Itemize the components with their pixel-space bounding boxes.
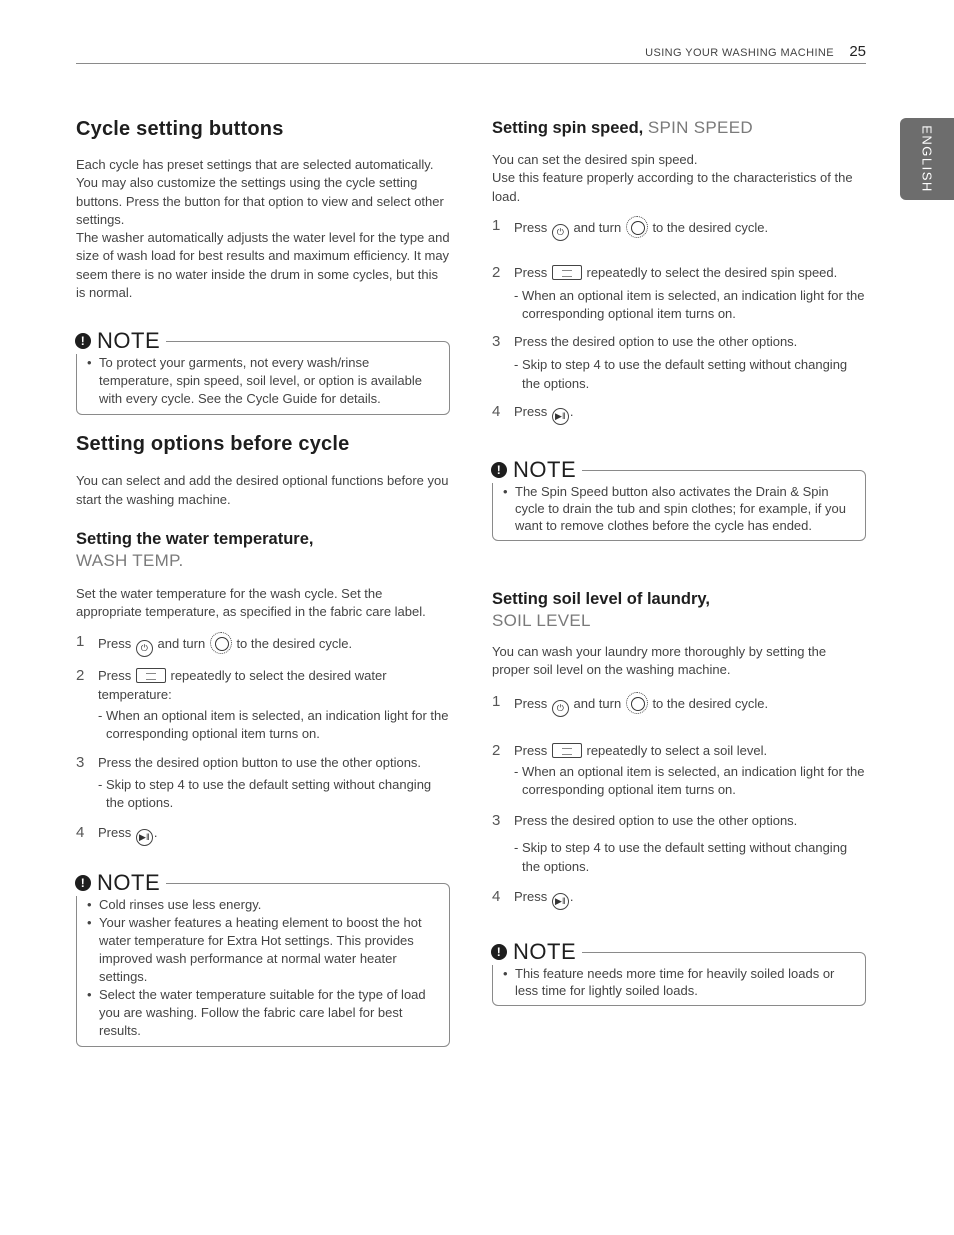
exclamation-icon: ! <box>491 944 507 960</box>
step-text-part: repeatedly to select the desired spin speed. <box>586 264 838 280</box>
step-text-part: Press <box>514 695 548 711</box>
note-label: NOTE <box>513 457 577 483</box>
water-temp-steps <box>76 632 450 846</box>
note-heading <box>491 457 582 483</box>
cycle-dial-icon <box>626 692 648 714</box>
note-item: • To protect your garments, not every wash/rinse temperature, spin speed, soil level, or option is available with every cycle. See the Cycle Guide for details. <box>87 354 439 408</box>
soil-level-paragraph: You can wash your laundry more thoroughly by setting the proper soil level on the washing machine. <box>492 644 827 678</box>
note-heading <box>75 870 166 896</box>
step-text-part: to the desired cycle. <box>236 635 353 651</box>
step-text-part: and turn <box>573 695 622 711</box>
step-text-part: Press <box>514 742 548 758</box>
power-button-icon: ⏻ <box>552 224 569 241</box>
water-temp-title-text: Setting the water temperature, <box>76 529 314 548</box>
note-heading <box>491 939 582 965</box>
step-text-part: Press <box>514 219 548 235</box>
step-text-part: . <box>569 888 574 904</box>
step-number: 3 <box>76 754 85 772</box>
note-box-soil-level <box>492 938 866 1006</box>
note-box-cycle-setting <box>76 328 450 415</box>
step-text <box>98 823 450 846</box>
spin-speed-paragraph-1: You can set the desired spin speed. <box>492 152 698 167</box>
step-3 <box>492 332 866 351</box>
cycle-setting-paragraph-1: Each cycle has preset settings that are selected automatically. You may also customize the settings using the cycle setting buttons. Press the button for that option to view and select other settings. <box>76 157 444 227</box>
step-text <box>514 692 866 717</box>
soil-level-title-accent: SOIL LEVEL <box>492 611 591 631</box>
note-label: NOTE <box>97 869 161 895</box>
step-text <box>98 666 450 704</box>
step-text: Press the desired option button to use the other options. <box>98 755 422 771</box>
step-2 <box>76 666 450 704</box>
note-heading <box>75 328 166 354</box>
step-text-part: and turn <box>573 219 622 235</box>
note-list <box>87 896 439 1040</box>
step-1 <box>492 692 866 717</box>
step-1 <box>492 216 866 241</box>
step-text <box>514 216 866 241</box>
water-temp-paragraph: Set the water temperature for the wash cycle. Set the appropriate temperature, as specified in the fabric care label. <box>76 585 426 620</box>
note-item: • Your washer features a heating element to boost the hot water temperature for Extra Hot settings. This provides improved wash performance at normal water heater settings. <box>87 914 439 986</box>
note-item: • Cold rinses use less energy. <box>87 896 439 914</box>
step-text-part: and turn <box>157 635 206 651</box>
cycle-dial-icon <box>210 632 232 654</box>
step-text-part: Press <box>98 824 132 840</box>
exclamation-icon: ! <box>491 462 507 478</box>
step-text-part: Press <box>98 635 132 651</box>
step-text-part: Press <box>98 667 132 683</box>
page-number: 25 <box>849 43 866 60</box>
step-text <box>514 402 866 425</box>
options-before-title: Setting options before cycle <box>76 433 350 456</box>
step-2 <box>492 741 866 760</box>
options-before-paragraph: You can select and add the desired optional functions before you start the washing machine. <box>76 473 449 507</box>
step-4 <box>492 402 866 425</box>
right-column <box>492 110 866 1006</box>
step-text-part: . <box>569 404 574 420</box>
step-3-subnote: - Skip to step 4 to use the default setting without changing the options. <box>514 357 848 391</box>
step-2-subnote: - When an optional item is selected, an indication light for the corresponding optional item turns on. <box>98 707 449 741</box>
spin-speed-paragraph-2: Use this feature properly according to the characteristics of the load. <box>492 170 853 204</box>
step-number: 2 <box>492 263 501 281</box>
start-pause-button-icon: ▶‖ <box>552 893 569 910</box>
soil-level-button-icon <box>552 743 582 758</box>
step-text <box>514 263 866 282</box>
step-4 <box>76 823 450 846</box>
water-temp-title-accent: WASH TEMP. <box>76 550 184 570</box>
cycle-setting-paragraph-2: The washer automatically adjusts the water level for the type and size of wash load for best results and maximum efficiency. It may seem there is no water inside the drum in some cycles, but this is normal. <box>76 230 450 301</box>
step-4 <box>492 887 866 910</box>
header-section-title: USING YOUR WASHING MACHINE <box>645 47 834 59</box>
note-box-spin-speed <box>492 457 866 541</box>
step-number: 1 <box>76 632 85 650</box>
cycle-dial-icon <box>626 216 648 238</box>
spin-speed-title-text: Setting spin speed, <box>492 119 644 137</box>
step-text-part: Press <box>514 888 548 904</box>
spin-speed-title-accent: SPIN SPEED <box>647 118 753 137</box>
soil-level-title-text: Setting soil level of laundry, <box>492 590 710 609</box>
note-item: • This feature needs more time for heavily soiled loads or less time for lightly soiled loads. <box>503 965 855 999</box>
step-number: 3 <box>492 812 501 830</box>
power-button-icon: ⏻ <box>136 640 153 657</box>
soil-level-steps <box>492 692 866 910</box>
language-tab-label: ENGLISH <box>919 125 935 193</box>
step-text: Press the desired option to use the other options. <box>514 813 798 829</box>
step-3-subnote: - Skip to step 4 to use the default setting without changing the options. <box>514 840 848 874</box>
step-text-part: . <box>153 824 158 840</box>
power-button-icon: ⏻ <box>552 700 569 717</box>
step-3-subnote: - Skip to step 4 to use the default setting without changing the options. <box>98 777 432 811</box>
note-item: • The Spin Speed button also activates the Drain & Spin cycle to drain the tub and spin clothes; for example, if you want to remove clothes before the cycle has ended. <box>503 483 855 534</box>
spin-speed-title <box>492 117 866 139</box>
note-label: NOTE <box>97 328 161 354</box>
step-text: Press the desired option to use the other options. <box>514 334 798 350</box>
step-text-part: to the desired cycle. <box>652 219 769 235</box>
water-temp-title <box>76 529 450 571</box>
cycle-setting-title: Cycle setting buttons <box>76 118 284 140</box>
step-text-part: repeatedly to select a soil level. <box>586 742 768 758</box>
start-pause-button-icon: ▶‖ <box>552 408 569 425</box>
note-list <box>87 354 439 408</box>
step-text-part: Press <box>514 404 548 420</box>
spin-speed-button-icon <box>552 265 582 280</box>
soil-level-title <box>492 589 866 631</box>
step-text-part: to the desired cycle. <box>652 695 769 711</box>
step-2-subnote: - When an optional item is selected, an indication light for the corresponding optional item turns on. <box>514 763 865 797</box>
step-number: 4 <box>492 403 501 421</box>
step-number: 4 <box>76 823 85 841</box>
note-box-water-temp <box>76 869 450 1047</box>
step-text <box>98 632 450 657</box>
step-number: 2 <box>76 666 85 684</box>
step-number: 1 <box>492 216 501 234</box>
note-item: • Select the water temperature suitable for the type of load you are washing. Follow the fabric care label for best results. <box>87 986 439 1040</box>
exclamation-icon: ! <box>75 875 91 891</box>
step-3 <box>492 811 866 830</box>
step-text <box>514 887 866 910</box>
step-number: 4 <box>492 887 501 905</box>
exclamation-icon: ! <box>75 333 91 349</box>
note-list <box>503 483 855 534</box>
step-text-part: Press <box>514 264 548 280</box>
step-text <box>514 741 866 760</box>
step-text-part: repeatedly to select the desired water temperature: <box>98 667 387 702</box>
step-3 <box>76 753 450 772</box>
step-number: 1 <box>492 692 501 710</box>
step-2-subnote: - When an optional item is selected, an indication light for the corresponding optional item turns on. <box>514 287 865 322</box>
language-tab <box>900 118 954 200</box>
page-header <box>76 44 866 64</box>
start-pause-button-icon: ▶‖ <box>136 829 153 846</box>
step-2 <box>492 263 866 282</box>
note-list <box>503 965 855 999</box>
left-column <box>76 110 450 1047</box>
note-label: NOTE <box>513 938 577 964</box>
wash-temp-button-icon <box>136 668 166 683</box>
spin-speed-steps <box>492 216 866 425</box>
step-1 <box>76 632 450 657</box>
step-number: 2 <box>492 741 501 759</box>
step-number: 3 <box>492 333 501 351</box>
